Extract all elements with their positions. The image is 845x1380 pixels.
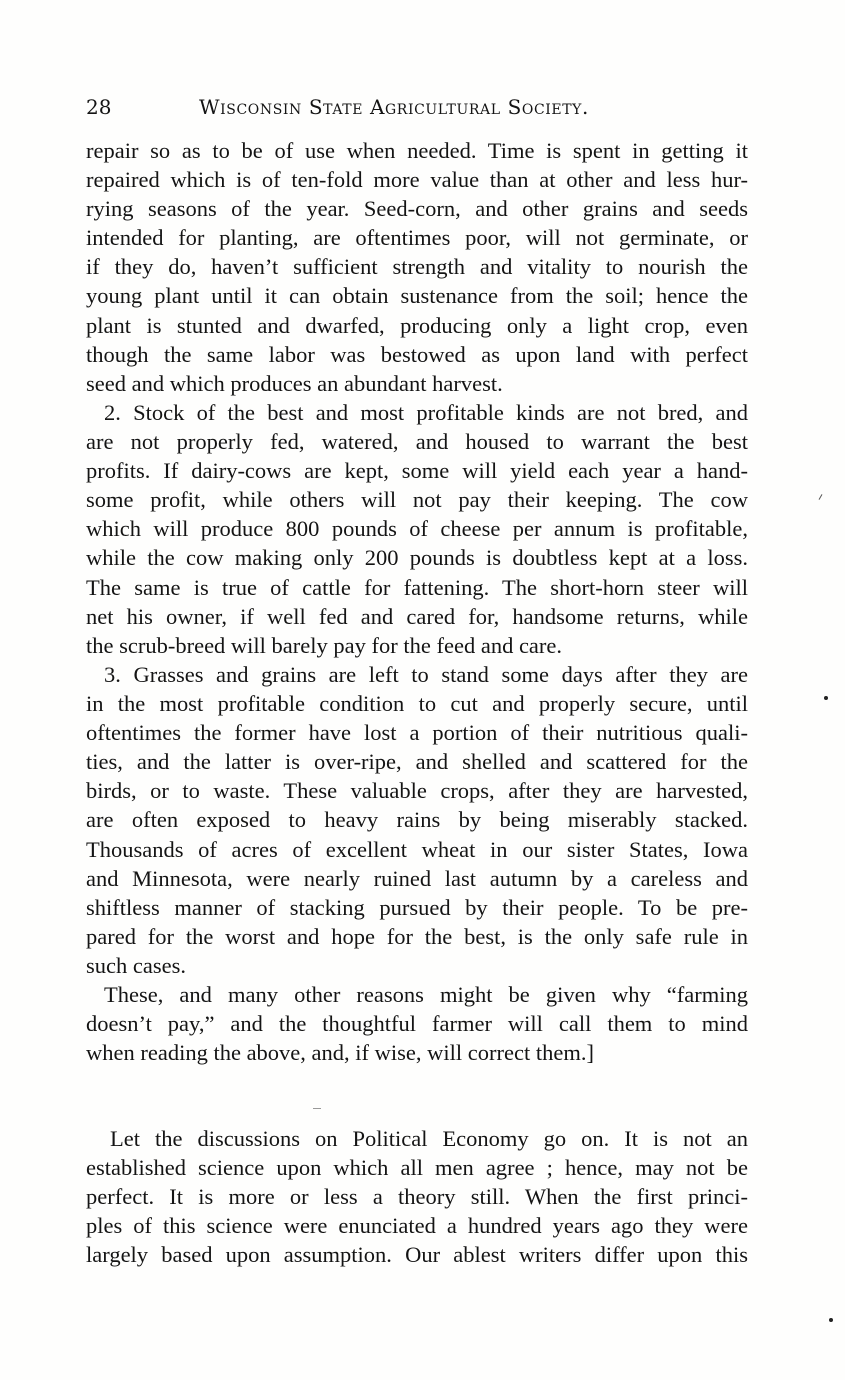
scan-mark: [819, 494, 823, 500]
paragraph-1: [86, 136, 748, 398]
page-header: [86, 92, 746, 122]
text-line: in the most profitable condition to cut and properly secure, until: [86, 691, 748, 717]
text-line: are not properly fed, watered, and housed to warrant the best: [86, 429, 748, 455]
text-line: rying seasons of the year. Seed-corn, and other grains and seeds: [86, 196, 748, 222]
text-line: though the same labor was bestowed as upon land with perfect: [86, 341, 748, 367]
text-line: the scrub-breed will barely pay for the feed and care.: [86, 632, 563, 658]
text-line: such cases.: [86, 952, 186, 978]
text-line: plant is stunted and dwarfed, producing only a light crop, even: [86, 312, 748, 338]
scan-speck: [824, 696, 828, 700]
text-line: and Minnesota, were nearly ruined last autumn by a careless and: [86, 865, 748, 891]
text-line: net his owner, if well fed and cared for, handsome returns, while: [86, 603, 748, 629]
text-line: 3. Grasses and grains are left to stand some days after they are: [104, 662, 748, 687]
text-line: The same is true of cattle for fattening. The short-horn steer will: [86, 574, 748, 600]
text-line: repaired which is of ten-fold more value than at other and less hur-: [86, 167, 748, 193]
text-line: established science upon which all men agree ; hence, may not be: [86, 1155, 748, 1181]
text-line: when reading the above, and, if wise, will correct them.]: [86, 1040, 594, 1066]
scan-mark: [313, 1108, 321, 1109]
text-line: are often exposed to heavy rains by being miserably stacked.: [86, 807, 748, 833]
text-line: ties, and the latter is over-ripe, and shelled and scattered for the: [86, 749, 748, 775]
text-line: some profit, while others will not pay their keeping. The cow: [86, 487, 748, 513]
text-line: pared for the worst and hope for the best, is the only safe rule in: [86, 923, 748, 949]
text-line: repair so as to be of use when needed. Time is spent in getting it: [86, 138, 748, 163]
text-line: 2. Stock of the best and most profitable kinds are not bred, and: [104, 400, 748, 425]
text-line: oftentimes the former have lost a portion of their nutritious quali-: [86, 720, 748, 746]
page-number: 28: [86, 95, 112, 119]
text-line: seed and which produces an abundant harvest.: [86, 370, 503, 396]
text-line: perfect. It is more or less a theory still. When the first princi-: [86, 1184, 748, 1210]
text-line: profits. If dairy-cows are kept, some will yield each year a hand-: [86, 458, 748, 484]
paragraph-4: [86, 980, 748, 1067]
text-line: young plant until it can obtain sustenance from the soil; hence the: [86, 283, 748, 309]
paragraph-5: [86, 1124, 748, 1269]
text-line: if they do, haven’t sufficient strength and vitality to nourish the: [86, 254, 748, 280]
text-line: while the cow making only 200 pounds is doubtless kept at a loss.: [86, 545, 748, 571]
text-line: Let the discussions on Political Economy go on. It is not an: [110, 1126, 748, 1151]
text-line: ples of this science were enunciated a hundred years ago they were: [86, 1213, 748, 1239]
text-line: These, and many other reasons might be given why “farming: [104, 982, 748, 1007]
text-line: Thousands of acres of excellent wheat in our sister States, Iowa: [86, 836, 748, 862]
text-line: doesn’t pay,” and the thoughtful farmer will call them to mind: [86, 1011, 748, 1037]
running-title: Wisconsin State Agricultural Society.: [199, 95, 589, 119]
paragraph-2: [86, 398, 748, 660]
paragraph-3: [86, 660, 748, 980]
scan-speck: [829, 1318, 833, 1322]
text-line: shiftless manner of stacking pursued by their people. To be pre-: [86, 894, 748, 920]
text-line: intended for planting, are oftentimes poor, will not germinate, or: [86, 225, 748, 251]
text-line: largely based upon assumption. Our ablest writers differ upon this: [86, 1242, 748, 1268]
text-line: birds, or to waste. These valuable crops, after they are harvested,: [86, 778, 748, 804]
text-line: which will produce 800 pounds of cheese per annum is profitable,: [86, 516, 748, 542]
